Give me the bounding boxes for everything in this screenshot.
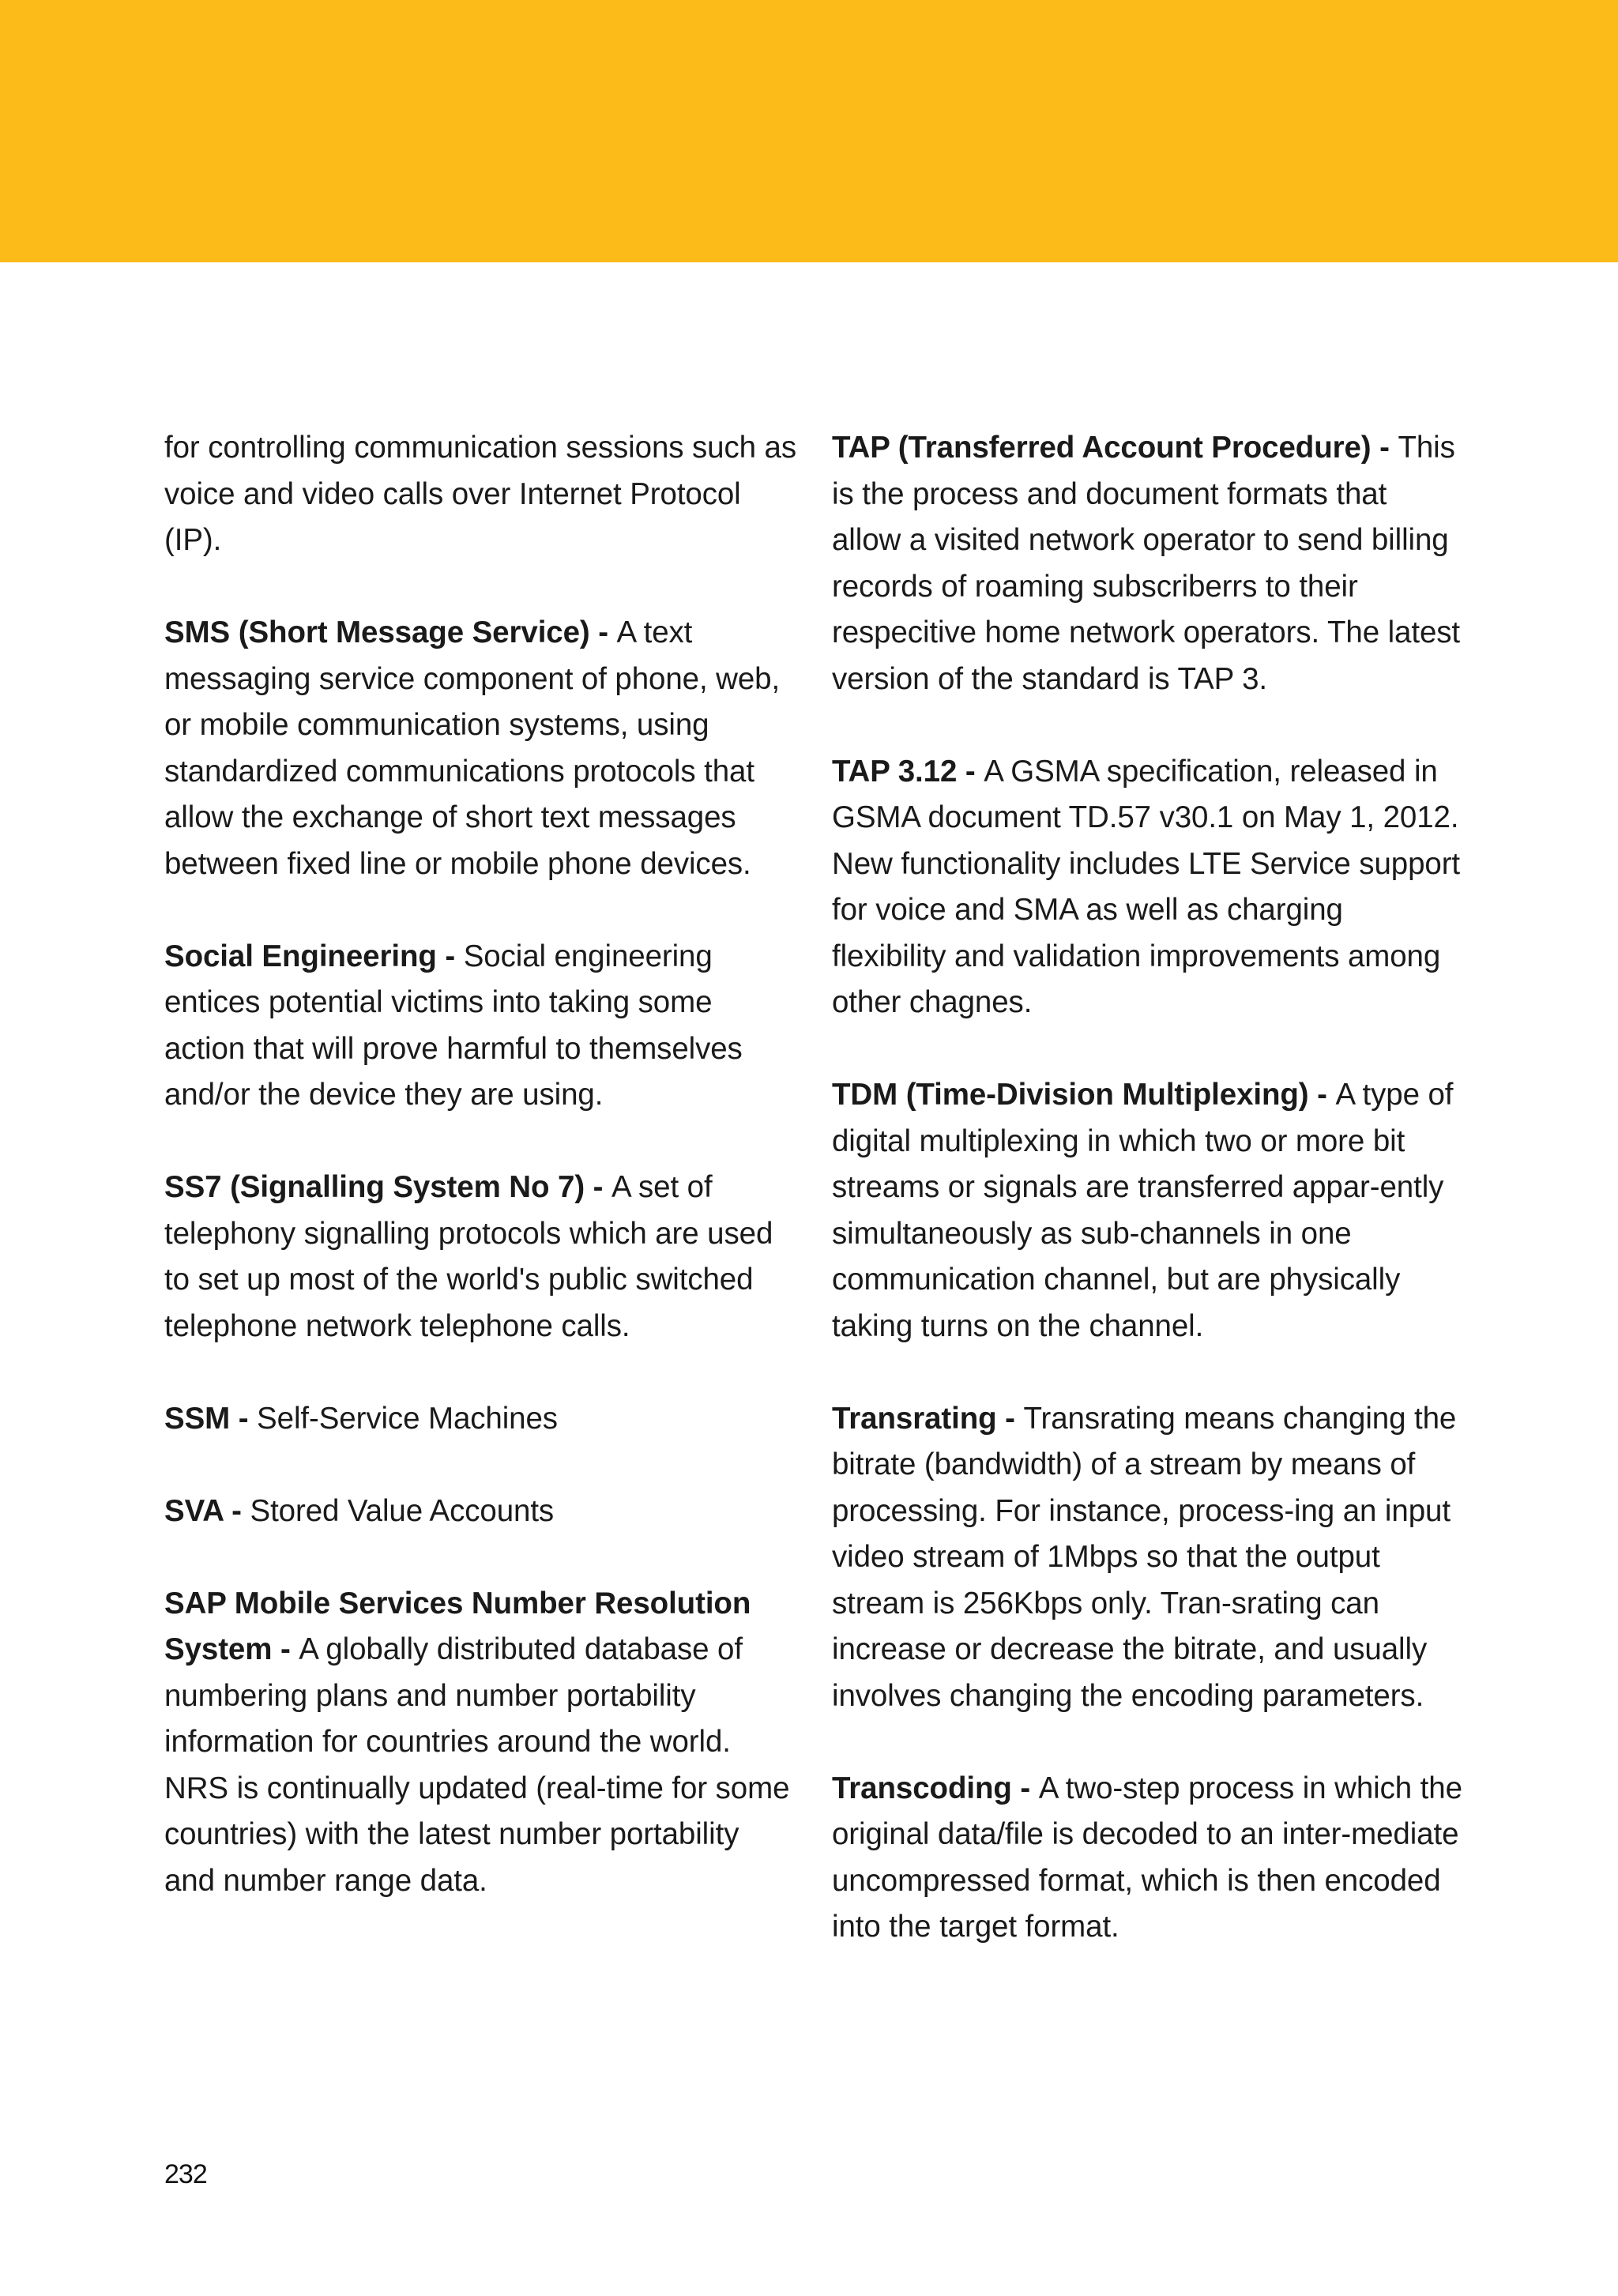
glossary-definition: Self-Service Machines bbox=[257, 1401, 558, 1436]
glossary-definition: A text messaging service component of phone, web, or mobile communication systems, using standardized communications protocols that allow the exchange of short text messages between fixed line or mobile phone devices. bbox=[164, 615, 781, 881]
glossary-term: SS7 (Signalling System No 7) - bbox=[164, 1170, 611, 1204]
glossary-definition: A two-step process in which the original data/file is decoded to an inter-mediate uncompressed format, which is then encoded into the target format. bbox=[832, 1771, 1462, 1944]
glossary-entry-tdm bbox=[832, 1072, 1464, 1349]
glossary-entry-tap bbox=[832, 425, 1464, 702]
glossary-entry-tap-3-12 bbox=[832, 749, 1464, 1026]
glossary-term: SSM - bbox=[164, 1401, 258, 1436]
glossary-entry-transrating bbox=[832, 1396, 1464, 1720]
glossary-term: Transcoding - bbox=[832, 1771, 1039, 1805]
glossary-column-left bbox=[164, 425, 796, 1951]
glossary-entry-ssm bbox=[164, 1396, 796, 1443]
glossary-entry-transcoding bbox=[832, 1766, 1464, 1951]
glossary-definition: A type of digital multiplexing in which two or more bit streams or signals are transferred appar-ently simultaneously as sub-channels in one communication channel, but are physically taking turns on the channel. bbox=[832, 1078, 1454, 1343]
glossary-term: TDM (Time-Division Multiplexing) - bbox=[832, 1078, 1336, 1112]
glossary-term: SAP Mobile Services Number Resolution System - bbox=[164, 1586, 751, 1666]
glossary-term: TAP (Transferred Account Procedure) - bbox=[832, 431, 1398, 465]
glossary-definition: A globally distributed database of numbering plans and number portability information for countries around the world. NRS is continually updated (real-time for some countries) with the latest number portability and number range data. bbox=[164, 1632, 790, 1898]
glossary-entry-sap-nrs bbox=[164, 1581, 796, 1905]
glossary-entry-ss7 bbox=[164, 1165, 796, 1349]
glossary-definition: A GSMA specification, released in GSMA document TD.57 v30.1 on May 1, 2012. New functionality includes LTE Service support for voice and SMA as well as charging flexibility and validation improvements among other chagnes. bbox=[832, 754, 1461, 1019]
glossary-definition: Social engineering entices potential victims into taking some action that will prove harmful to themselves and/or the device they are using. bbox=[164, 939, 743, 1112]
glossary-term: Transrating - bbox=[832, 1401, 1024, 1436]
glossary-entry-sms bbox=[164, 610, 796, 887]
glossary-column-right bbox=[832, 425, 1464, 1997]
glossary-definition: Transrating means changing the bitrate (bandwidth) of a stream by means of processing. For instance, process-ing an input video stream of 1Mbps so that the output stream is 256Kbps only. Tran-srating can increase or decrease the bitrate, and usually involves changing the encoding parameters. bbox=[832, 1401, 1457, 1713]
glossary-definition: This is the process and document formats that allow a visited network operator to send billing records of roaming subscriberrs to their respecitive home network operators. The latest version of the standard is TAP 3. bbox=[832, 431, 1461, 696]
glossary-entry-sip-continued bbox=[164, 425, 796, 564]
glossary-term: SMS (Short Message Service) - bbox=[164, 615, 617, 649]
glossary-term: TAP 3.12 - bbox=[832, 754, 984, 789]
glossary-definition: for controlling communication sessions such as voice and video calls over Internet Protocol (IP). bbox=[164, 431, 796, 557]
glossary-term: Social Engineering - bbox=[164, 939, 464, 973]
glossary-entry-sva bbox=[164, 1489, 796, 1535]
header-band bbox=[0, 0, 1618, 262]
glossary-definition: Stored Value Accounts bbox=[250, 1493, 555, 1528]
glossary-term: SVA - bbox=[164, 1493, 250, 1528]
glossary-entry-social-engineering bbox=[164, 934, 796, 1119]
page-number: 232 bbox=[164, 2159, 207, 2189]
glossary-definition: A set of telephony signalling protocols which are used to set up most of the world's public switched telephone network telephone calls. bbox=[164, 1170, 773, 1343]
